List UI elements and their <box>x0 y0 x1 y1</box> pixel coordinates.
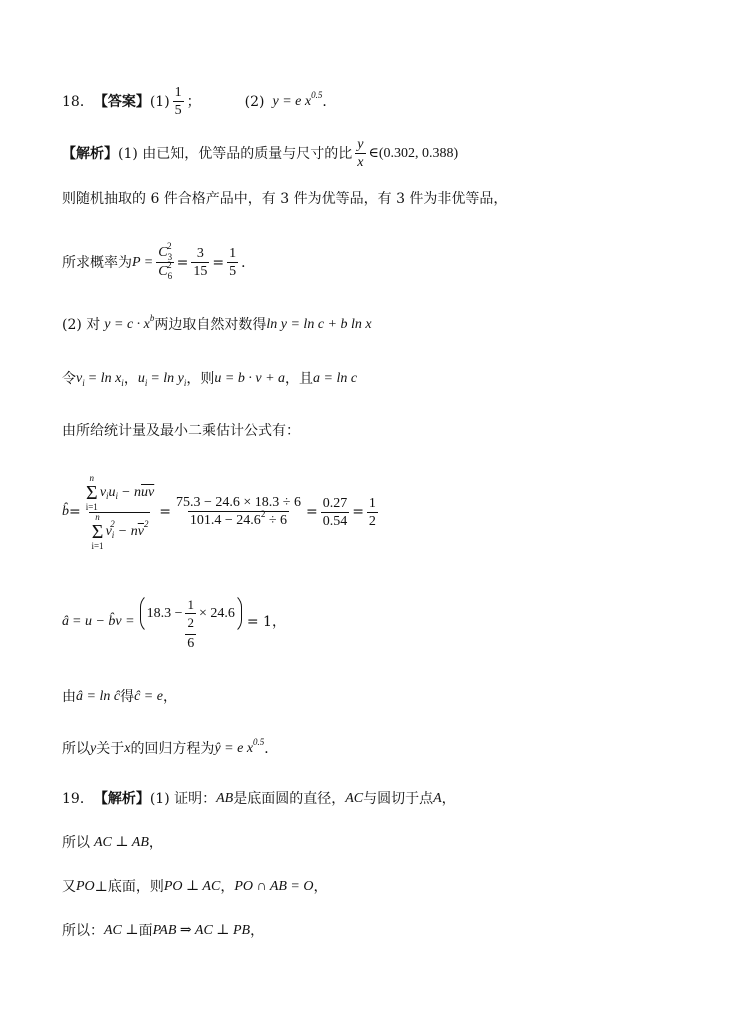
log-equation: ln y = ln c + b ln x <box>266 317 372 332</box>
then-text: ，则 <box>186 371 215 387</box>
y-variable: y <box>90 741 97 756</box>
also-text: 又 <box>62 879 76 895</box>
formula-numerator: n Σ i=1 v i u i − n $\overline{uv}$ <box>85 472 155 512</box>
a-ln-c-equation: â = ln ĉ <box>76 689 121 704</box>
fraction-denominator: 5 <box>174 103 182 118</box>
comma: ， <box>148 835 163 851</box>
q19-perpendicular-line <box>62 834 163 852</box>
parenthesized-expression: 18.3 − $\frac{1}{2}$ × 24.6 <box>140 593 242 634</box>
least-squares-formula <box>84 474 157 551</box>
comma: ， <box>123 371 138 387</box>
let-text: 令 <box>62 371 76 387</box>
part-2-intro: (2) 对 <box>62 317 101 333</box>
combination-numerator: $C_3^2$ <box>158 241 173 262</box>
q18-formula-intro: 由所给统计量及最小二乘估计公式有： <box>62 423 300 439</box>
answer-2-exponent: 0.5 <box>311 89 323 100</box>
question-number: 19． <box>62 791 94 807</box>
equals: = <box>305 504 318 520</box>
b-hat-symbol: b̂ <box>62 504 69 519</box>
summation-denominator: n Σ i=1 <box>91 511 104 551</box>
denominator-15: 15 <box>193 264 208 279</box>
ratio-fraction <box>355 136 365 171</box>
proof-label: (1) 证明： <box>149 791 217 807</box>
ac-perp-ab: AC ⊥ AB <box>94 835 149 850</box>
log-text: 两边取自然对数得 <box>154 317 267 333</box>
comma: ， <box>220 879 235 895</box>
equals: = <box>176 254 189 271</box>
fraction-numerator: 1 <box>174 85 182 100</box>
v-symbol: v <box>76 371 83 386</box>
prob-fraction-3-15 <box>191 245 209 280</box>
result-denominator: 0.54 <box>322 513 348 529</box>
computation-denominator: $101.4 - 24.6^2 \div 6$ <box>189 509 287 528</box>
denominator-5: 5 <box>229 264 237 279</box>
a-hat-result: = 1 <box>246 614 272 630</box>
x-subscript: i <box>121 378 124 388</box>
segment-ac: AC <box>345 791 364 806</box>
by-text: 由 <box>62 689 76 705</box>
comma: ， <box>162 689 177 705</box>
equals: = <box>69 504 81 520</box>
analysis-text: (1) 由已知，优等品的质量与尺寸的比 <box>118 145 353 162</box>
comma: ， <box>313 879 328 895</box>
part-2-label: (2) <box>244 93 265 110</box>
ratio-numerator: y <box>357 137 364 152</box>
so-text: 所以 <box>62 835 90 851</box>
result-numerator: 0.27 <box>322 495 348 511</box>
v-definition: = ln x <box>87 371 122 386</box>
q18-analysis-line <box>62 136 458 171</box>
regression-equation: ŷ = e x <box>214 741 254 756</box>
probability-label: 所求概率为 <box>62 254 132 271</box>
ratio-denominator: x <box>357 155 364 170</box>
diameter-text: 是底面圆的直径， <box>233 791 346 807</box>
pab-implication: PAB ⇒ AC ⊥ PB <box>152 923 251 938</box>
segment-ab: AB <box>216 791 234 806</box>
period: ． <box>264 741 279 757</box>
equals: = <box>159 504 171 520</box>
b-value-fraction <box>367 495 378 530</box>
analysis-label: 【解析】 <box>93 791 150 807</box>
combination-denominator: $C_6^2$ <box>158 260 173 281</box>
plane-text: 面 <box>138 923 153 939</box>
probability-symbol: P = <box>132 254 154 270</box>
comma: ， <box>250 923 265 939</box>
so-text: 所以 <box>62 741 90 757</box>
regression-exponent: 0.5 <box>253 737 265 747</box>
a-hat-numerator <box>138 593 244 634</box>
comma: ， <box>441 791 456 807</box>
q18-answer-line <box>62 84 336 119</box>
po-intersect-ab: PO ∩ AB = O <box>234 879 314 894</box>
u-symbol: u <box>137 371 145 386</box>
a-definition: a = ln c <box>313 371 358 386</box>
period: ． <box>322 93 337 110</box>
linear-equation: u = b · v + a <box>214 371 286 386</box>
comma: ， <box>271 614 286 630</box>
q18-regression-line <box>62 737 279 758</box>
q18-sample-line: 则随机抽取的 6 件合格产品中，有 3 件为优等品，有 3 件为非优等品， <box>62 191 508 207</box>
part-1-label: (1) <box>149 93 170 110</box>
q18-log-line <box>62 313 372 334</box>
q19-conclusion-line <box>62 922 264 940</box>
q18-a-hat-line <box>62 592 286 652</box>
equals: = <box>352 504 364 520</box>
power-equation: y = c · x <box>104 317 150 332</box>
q18-b-hat-line <box>62 474 381 550</box>
numerator-3: 3 <box>196 246 204 261</box>
period: ． <box>241 254 256 271</box>
answer-2-equation: y = e x <box>272 93 312 109</box>
result-fraction <box>321 495 350 530</box>
a-hat-fraction <box>138 593 244 652</box>
q18-probability-line <box>62 241 256 281</box>
equals: = <box>212 254 225 271</box>
b-value-denominator: 2 <box>368 513 376 529</box>
combination-fraction <box>156 241 173 281</box>
v-subscript: i <box>82 378 85 388</box>
c-hat-equation: ĉ = e <box>134 689 163 704</box>
prob-fraction-1-5 <box>227 245 238 280</box>
po-perp-ac: PO ⊥ AC <box>163 879 221 894</box>
tangent-text: 与圆切于点 <box>363 791 434 807</box>
regression-text: 的回归方程为 <box>130 741 215 757</box>
b-value-numerator: 1 <box>368 495 376 511</box>
answer-label: 【答案】 <box>93 93 150 110</box>
q18-c-hat-line <box>62 688 177 706</box>
base-text: ⊥底面，则 <box>94 879 164 895</box>
computation-fraction <box>174 494 303 530</box>
y-subscript: i <box>183 378 187 388</box>
ratio-interval: ∈(0.302, 0.388) <box>368 145 459 161</box>
summation-numerator: n Σ i=1 <box>85 472 98 512</box>
point-a: A <box>433 791 442 806</box>
q18-substitution-line <box>62 370 357 388</box>
semicolon: ； <box>186 93 201 110</box>
q19-po-line <box>62 878 328 896</box>
q19-analysis-line <box>62 790 456 808</box>
u-subscript: i <box>144 378 148 388</box>
x-variable: x <box>124 741 131 756</box>
so-text: 所以： <box>62 923 104 939</box>
numerator-1: 1 <box>229 246 237 261</box>
power-exponent: b <box>149 313 155 323</box>
about-text: 关于 <box>96 741 125 757</box>
and-text: ，且 <box>285 371 314 387</box>
a-hat-denominator: 6 <box>187 635 195 651</box>
question-number: 18． <box>62 93 94 110</box>
a-hat-symbol: â <box>62 614 69 629</box>
a-hat-expression: = u − b̂v = <box>72 614 135 629</box>
answer-1-fraction <box>173 84 184 119</box>
u-definition: = ln y <box>150 371 184 386</box>
analysis-label: 【解析】 <box>62 145 118 162</box>
formula-denominator: n Σ i=1 v i 2 − n $\overline{v}$ 2 <box>91 511 149 551</box>
computation-numerator: 75.3 − 24.6 × 18.3 ÷ 6 <box>175 495 301 510</box>
ac-perp: AC ⊥ <box>104 923 139 938</box>
segment-po: PO <box>76 879 95 894</box>
get-text: 得 <box>120 689 135 705</box>
